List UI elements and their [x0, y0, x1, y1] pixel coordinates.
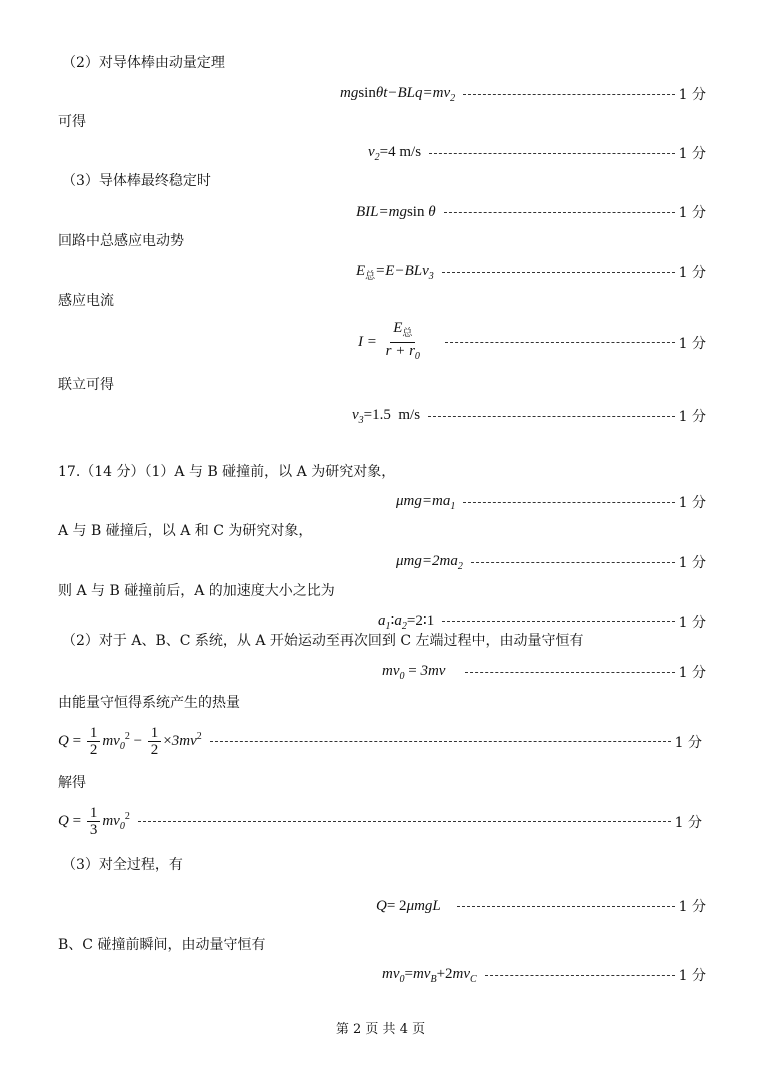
text-line: （2）对导体棒由动量定理	[62, 55, 225, 71]
score-label: 1 分	[678, 409, 706, 425]
question-heading: 17.（14 分）（1）A 与 B 碰撞前，以 A 为研究对象，	[58, 464, 396, 480]
text-line: 联立可得	[58, 377, 114, 393]
equation: $v_2=4$ m/s	[368, 143, 422, 163]
equation-row	[58, 725, 702, 758]
score-label: 1 分	[678, 899, 706, 915]
score-label: 1 分	[678, 968, 706, 984]
dashed-leader	[457, 906, 675, 907]
equation: $E_总=E-BLv_3$	[356, 262, 434, 282]
dashed-leader	[442, 621, 674, 622]
equation-row	[356, 202, 706, 222]
dashed-leader	[445, 342, 675, 343]
equation-row	[378, 611, 706, 632]
equation	[358, 320, 425, 365]
fraction-numerator: $E_总$	[390, 320, 415, 343]
equation: $\mu mg=2ma_2$	[396, 552, 463, 572]
score-label: 1 分	[674, 814, 702, 831]
score-label: 1 分	[678, 614, 706, 631]
score-label: 1 分	[678, 665, 706, 681]
score-label: 1 分	[674, 734, 702, 751]
page-footer: 第 2 页 共 4 页	[335, 1022, 426, 1037]
equation-row	[396, 552, 706, 572]
text-line: 则 A 与 B 碰撞前后，A 的加速度大小之比为	[58, 583, 335, 599]
equation: $mv_0=mv_B+2mv_C$	[382, 965, 477, 985]
dashed-leader	[444, 212, 675, 213]
equation-row	[382, 662, 706, 682]
text-line: 感应电流	[58, 293, 114, 309]
equation: Q = $\frac{1}{3}$ $mv_0^2$	[58, 805, 130, 838]
score-label: 1 分	[678, 555, 706, 571]
equation: $mv_0 = 3mv$	[382, 662, 446, 682]
equation: $a_1∶a_2=2∶1$	[378, 613, 435, 632]
text-line: （3）导体棒最终稳定时	[62, 173, 211, 189]
fraction: $\frac{1}{2}$	[148, 725, 162, 758]
equation: $v_3=1.5$ m/s	[352, 406, 421, 426]
equation-row	[358, 320, 706, 365]
text-line: （2）对于 A、B、C 系统，从 A 开始运动至再次回到 C 左端过程中，由动量守恒有	[62, 633, 584, 649]
fraction: $\frac{1}{3}$	[87, 805, 101, 838]
score-label: 1 分	[678, 205, 706, 221]
equation: Q = $\frac{1}{2}$ $mv_0^2$ − $\frac{1}{2}$ $\times 3mv^2$	[58, 725, 202, 758]
equation: Q= 2μmgL	[376, 897, 441, 914]
equation: $mgsin\theta t-BLq=mv_2$	[340, 84, 456, 104]
text-line: 可得	[58, 114, 86, 130]
equation-row	[396, 492, 706, 512]
score-label: 1 分	[678, 265, 706, 281]
dashed-leader	[210, 741, 671, 742]
text-line: 解得	[58, 775, 86, 791]
equation-row	[376, 896, 706, 916]
dashed-leader	[463, 94, 675, 95]
equation-row	[58, 805, 702, 838]
equation: $\mu mg=ma_1$	[396, 492, 456, 512]
dashed-leader	[465, 672, 674, 673]
text-line: （3）对全过程，有	[62, 857, 183, 873]
equation-row	[382, 965, 706, 985]
equation-row	[340, 84, 706, 104]
text-line: B、C 碰撞前瞬间，由动量守恒有	[58, 937, 266, 953]
score-label: 1 分	[678, 87, 706, 103]
text-line: 由能量守恒得系统产生的热量	[58, 695, 240, 711]
text-line: 回路中总感应电动势	[58, 233, 184, 249]
text-line: A 与 B 碰撞后，以 A 和 C 为研究对象，	[58, 523, 313, 539]
equation-row	[368, 143, 706, 163]
score-label: 1 分	[678, 335, 706, 352]
score-label: 1 分	[678, 146, 706, 162]
dashed-leader	[485, 975, 675, 976]
score-label: 1 分	[678, 495, 706, 511]
dashed-leader	[463, 502, 674, 503]
equation-row	[356, 262, 706, 282]
dashed-leader	[138, 821, 671, 822]
dashed-leader	[442, 272, 675, 273]
equation-row	[352, 406, 706, 426]
dashed-leader	[429, 153, 675, 154]
dashed-leader	[428, 416, 675, 417]
dashed-leader	[471, 562, 675, 563]
fraction: $\frac{1}{2}$	[87, 725, 101, 758]
equation: BIL=mgsin θ	[356, 203, 436, 220]
fraction-lhs: I =	[358, 333, 377, 350]
fraction	[383, 320, 423, 365]
fraction-denominator: $r + r_0$	[385, 343, 420, 362]
